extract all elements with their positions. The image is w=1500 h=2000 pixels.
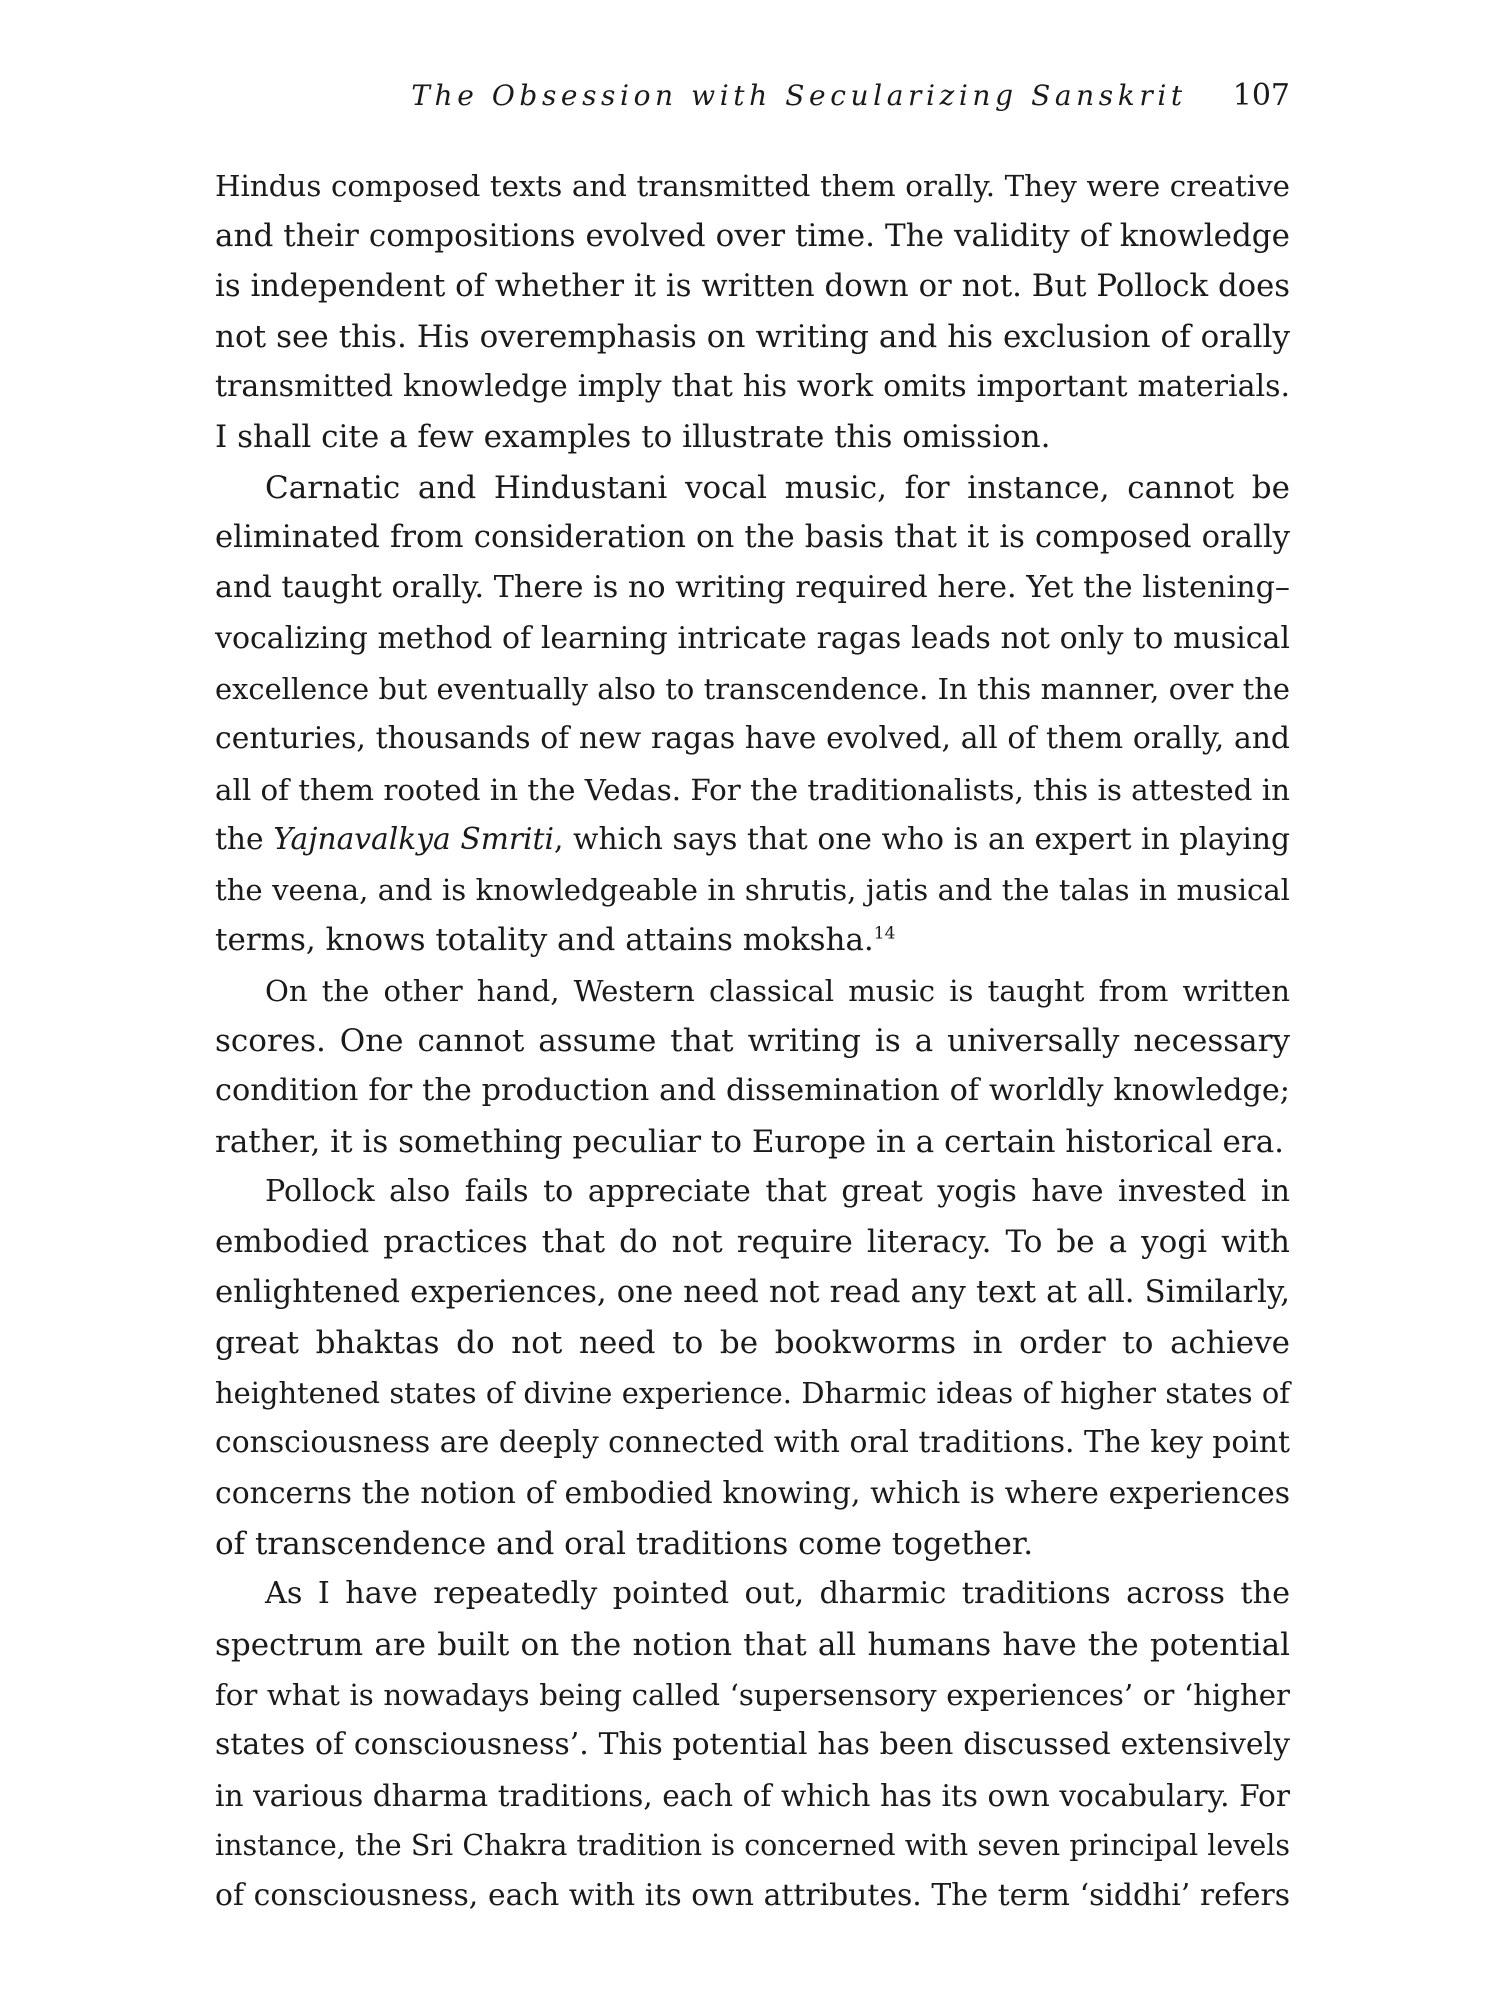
- text-line: spectrum are built on the notion that all humans have the potential: [215, 1626, 1290, 1663]
- text-line: and taught orally. There is no writing required here. Yet the listening–: [215, 570, 1290, 606]
- italic-title: Yajnavalkya Smriti: [273, 821, 554, 857]
- line-text: , which says that one who is an expert in playing: [553, 821, 1290, 857]
- text-line: As I have repeatedly pointed out, dharmic traditions across the: [265, 1576, 1290, 1612]
- text-line: and their compositions evolved over time. The validity of knowledge: [215, 218, 1290, 255]
- running-title: The Obsession with Secularizing Sanskrit: [411, 79, 1187, 112]
- text-line: the veena, and is knowledgeable in shrutis, jatis and the talas in musical: [215, 873, 1290, 908]
- text-line: vocalizing method of learning intricate ragas leads not only to musical: [215, 620, 1290, 656]
- text-line: all of them rooted in the Vedas. For the traditionalists, this is attested in: [215, 772, 1290, 807]
- text-line: condition for the production and dissemination of worldly knowledge;: [215, 1073, 1290, 1109]
- body-text: [215, 161, 1290, 1921]
- paragraph: [215, 463, 1290, 966]
- text-line: not see this. His overemphasis on writing and his exclusion of orally: [215, 318, 1290, 355]
- paragraph: [215, 966, 1290, 1167]
- text-line: Carnatic and Hindustani vocal music, for instance, cannot be: [265, 469, 1290, 506]
- text-line: great bhaktas do not need to be bookworms in order to achieve: [215, 1324, 1290, 1361]
- line-text: the: [215, 821, 274, 857]
- text-line: for what is nowadays being called ‘supersensory experiences’ or ‘higher: [215, 1677, 1290, 1712]
- text-line: states of consciousness’. This potential has been discussed extensively: [215, 1727, 1290, 1763]
- text-line: Hindus composed texts and transmitted them orally. They were creative: [215, 169, 1290, 203]
- line-text: terms, knows totality and attains moksha.: [215, 922, 874, 959]
- text-line: [215, 815, 1290, 865]
- text-line: I shall cite a few examples to illustrate this omission.: [215, 419, 1051, 456]
- running-header: [215, 78, 1290, 122]
- text-line: rather, it is something peculiar to Europe in a certain historical era.: [215, 1123, 1285, 1160]
- paragraph: [215, 161, 1290, 463]
- text-line: consciousness are deeply connected with oral traditions. The key point: [215, 1425, 1290, 1461]
- text-line: Pollock also fails to appreciate that great yogis have invested in: [265, 1173, 1290, 1209]
- text-line: scores. One cannot assume that writing is a universally necessary: [215, 1023, 1290, 1060]
- text-line: in various dharma traditions, each of which has its own vocabulary. For: [215, 1778, 1290, 1813]
- text-line: On the other hand, Western classical music is taught from written: [265, 973, 1290, 1008]
- text-line: transmitted knowledge imply that his work omits important materials.: [215, 369, 1290, 405]
- text-line: concerns the notion of embodied knowing, which is where experiences: [215, 1475, 1290, 1511]
- page-number: 107: [1232, 78, 1290, 113]
- text-line: centuries, thousands of new ragas have evolved, all of them orally, and: [215, 721, 1290, 757]
- text-line: eliminated from consideration on the basis that it is composed orally: [215, 520, 1290, 556]
- text-line: enlightened experiences, one need not read any text at all. Similarly,: [215, 1274, 1290, 1310]
- text-line: of transcendence and oral traditions come together.: [215, 1526, 1034, 1563]
- paragraph: [215, 1569, 1290, 1921]
- text-line: of consciousness, each with its own attributes. The term ‘siddhi’ refers: [215, 1878, 1290, 1914]
- text-line: instance, the Sri Chakra tradition is concerned with seven principal levels: [215, 1828, 1290, 1862]
- paragraph: [215, 1167, 1290, 1569]
- text-line: [215, 915, 1290, 965]
- text-line: heightened states of divine experience. Dharmic ideas of higher states of: [215, 1376, 1290, 1411]
- footnote-marker: 14: [873, 924, 896, 945]
- text-line: excellence but eventually also to transcendence. In this manner, over the: [215, 671, 1290, 706]
- text-line: embodied practices that do not require literacy. To be a yogi with: [215, 1224, 1290, 1261]
- text-line: is independent of whether it is written down or not. But Pollock does: [215, 268, 1290, 304]
